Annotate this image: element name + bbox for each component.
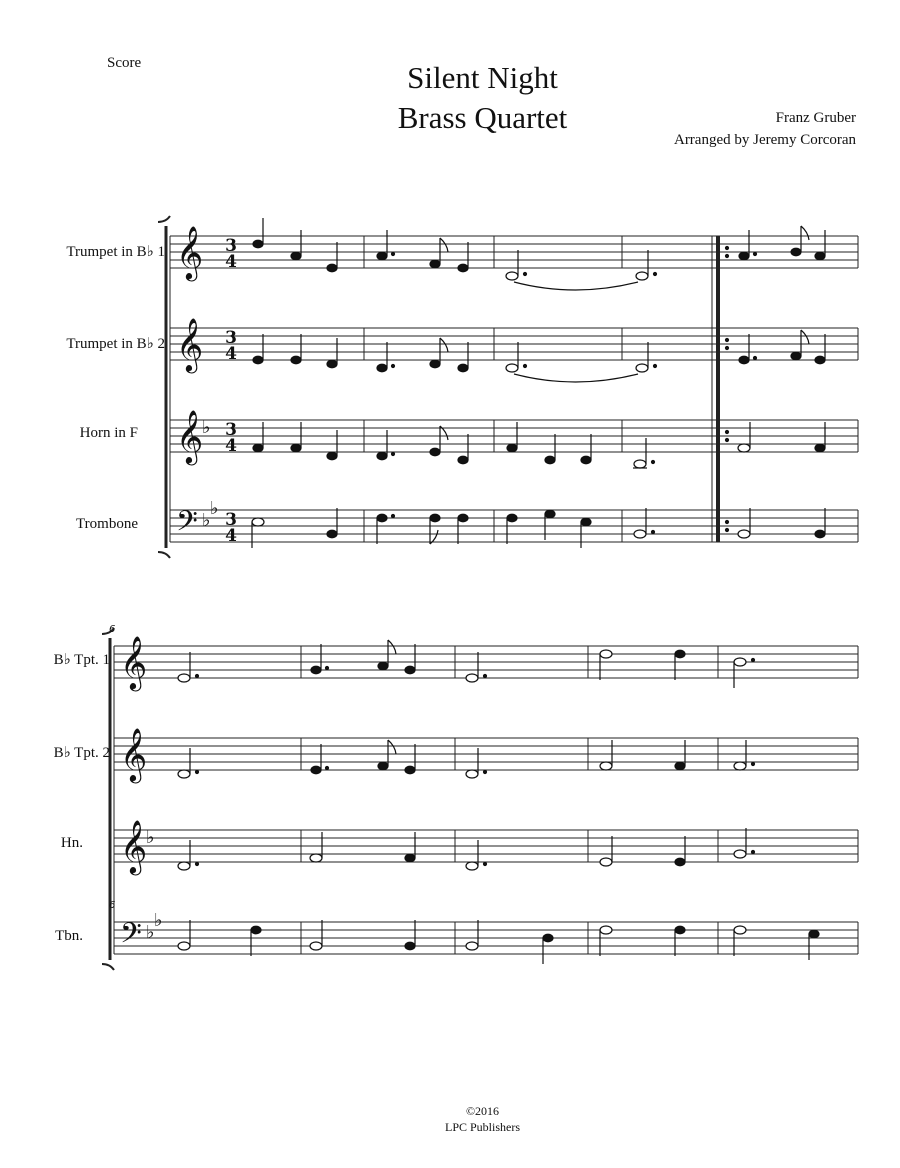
instrument-label-hn: Hn. xyxy=(60,835,83,851)
treble-clef: 𝄞 xyxy=(176,225,204,279)
notes-system-2 xyxy=(178,640,819,964)
treble-clef: 𝄞 xyxy=(120,727,148,781)
bass-clef: 𝄢 xyxy=(176,505,198,545)
score-label: Score xyxy=(107,55,142,71)
time-sig-top: 3 xyxy=(225,328,237,348)
instrument-label-tbn: Tbn. xyxy=(55,928,83,944)
title-line-2: Brass Quartet xyxy=(397,100,568,135)
title-line-1: Silent Night xyxy=(407,60,558,95)
treble-clef: 𝄞 xyxy=(120,819,148,873)
flat-key-signature: ♭ xyxy=(202,510,211,531)
instrument-label-horn: Horn in F xyxy=(79,425,138,441)
flat-key-signature: ♭ xyxy=(202,417,211,438)
instrument-label-tpt-2: B♭ Tpt. 2 xyxy=(53,745,110,761)
treble-clef: 𝄞 xyxy=(176,317,204,371)
system-2-staves xyxy=(102,628,858,970)
copyright: ©2016 xyxy=(465,1104,500,1118)
time-sig-bottom: 4 xyxy=(225,252,237,272)
time-sig-top: 3 xyxy=(225,236,237,256)
flat-key-signature: ♭ xyxy=(154,910,163,931)
measure-number: 6 xyxy=(109,900,116,911)
time-sig-bottom: 4 xyxy=(225,436,237,456)
staff-trumpet-2 xyxy=(170,328,858,360)
instrument-label-tpt-1: B♭ Tpt. 1 xyxy=(53,652,110,668)
time-sig-top: 3 xyxy=(225,510,237,530)
treble-clef: 𝄞 xyxy=(120,635,148,689)
instrument-label-trumpet-2: Trumpet in B♭ 2 xyxy=(66,336,165,352)
flat-key-signature: ♭ xyxy=(146,922,155,943)
measure-number: 6 xyxy=(109,624,116,635)
time-sig-bottom: 4 xyxy=(225,344,237,364)
composer: Franz Gruber xyxy=(775,110,856,126)
instrument-label-trumpet-1: Trumpet in B♭ 1 xyxy=(66,244,165,260)
system-1-staves xyxy=(158,216,858,558)
arranger: Arranged by Jeremy Corcoran xyxy=(673,132,856,148)
publisher: LPC Publishers xyxy=(444,1120,520,1134)
flat-key-signature: ♭ xyxy=(210,498,219,519)
time-sig-bottom: 4 xyxy=(225,526,237,546)
bass-clef: 𝄢 xyxy=(120,917,142,957)
time-sig-top: 3 xyxy=(225,420,237,440)
flat-key-signature: ♭ xyxy=(146,827,155,848)
treble-clef: 𝄞 xyxy=(176,409,204,463)
instrument-label-trombone: Trombone xyxy=(76,516,138,532)
